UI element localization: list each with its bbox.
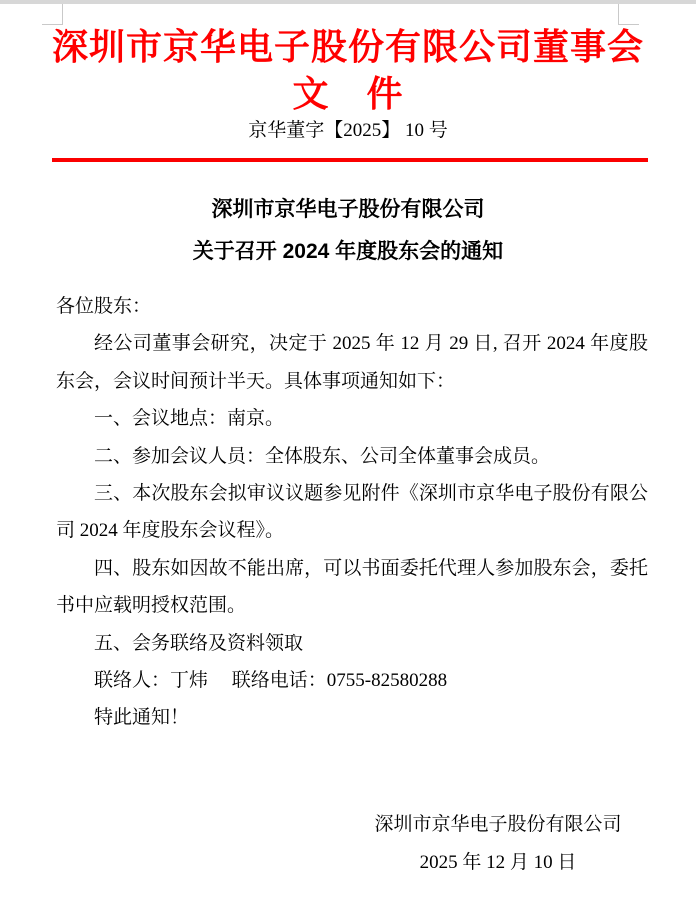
notice-body [56,288,648,737]
letterhead [0,24,696,144]
text-boundary-mark-top-left [42,4,63,25]
page-top-edge [0,0,696,4]
document-number: 京华董字【2025】 10 号 [248,120,448,141]
paragraph-closing: 特此通知！ [94,707,190,729]
salutation: 各位股东： [56,296,152,317]
notice-subject-title: 关于召开 2024 年度股东会的通知 [192,240,504,263]
letterhead-org-title-line2: 文 件 [292,74,404,114]
text-boundary-mark-top-right [618,4,639,25]
signature-company: 深圳市京华电子股份有限公司 [374,814,622,835]
paragraph-contact-info: 联络人：丁炜 联络电话：0755-82580288 [94,670,448,692]
paragraph-item-4-proxy: 四、股东如因故不能出席，可以书面委托代理人参加股东会，委托书中应载明授权范围。 [56,557,648,617]
paragraph-intro: 经公司董事会研究，决定于 2025 年 12 月 29 日, 召开 2024 年度股东会，会议时间预计半天。具体事项通知如下： [56,333,648,392]
letterhead-org-title-line1: 深圳市京华电子股份有限公司董事会 [51,27,644,67]
notice-company-title: 深圳市京华电子股份有限公司 [211,198,485,221]
signature-date: 2025 年 12 月 10 日 [419,852,577,873]
paragraph-item-2-attendees: 二、参加会议人员：全体股东、公司全体董事会成员。 [94,445,551,467]
paragraph-item-1-location: 一、会议地点：南京。 [94,408,285,430]
red-divider-rule [52,158,648,162]
notice-titles [0,196,696,266]
signature-block [368,806,628,882]
paragraph-item-3-agenda: 三、本次股东会拟审议议题参见附件《深圳市京华电子股份有限公司 2024 年度股东会议程》。 [56,483,648,542]
paragraph-item-5-contact-heading: 五、会务联络及资料领取 [94,632,304,654]
